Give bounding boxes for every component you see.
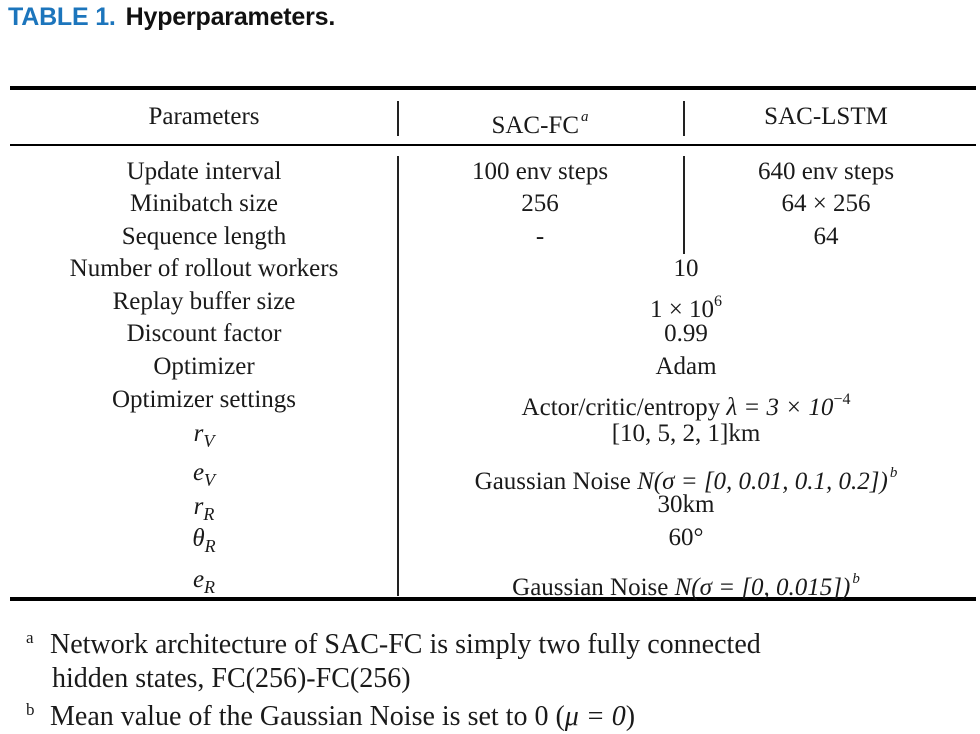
header-rule (10, 144, 976, 146)
value-sac-lstm: 640 env steps (757, 158, 895, 185)
param-optimizer-settings: Optimizer settings (112, 386, 296, 413)
value-sac-lstm: 64 × 256 (781, 190, 871, 217)
table-caption (8, 3, 335, 32)
value-sac-fc: - (535, 223, 545, 250)
body-separator-2 (683, 156, 685, 254)
top-rule (10, 86, 976, 90)
value-sac-lstm: 64 (813, 223, 839, 250)
footnote-b: b Mean value of the Gaussian Noise is set to 0 (μ = 0) (26, 700, 636, 732)
footnote-a: a Network architecture of SAC-FC is simply two fully connected hidden states, FC(256)-FC(256) (26, 628, 761, 694)
value-sac-fc: 256 (521, 190, 559, 217)
value-shared: 30km (657, 491, 715, 518)
value-shared: $1 \times 10^6$ (649, 293, 723, 323)
value-sac-fc: 100 env steps (471, 158, 609, 185)
param-r-r: $r_R$ (193, 493, 215, 524)
body-separator-1 (397, 156, 399, 596)
footnote-ref-b: b (889, 465, 898, 481)
value-shared: 60° (668, 524, 704, 551)
param-rollout-workers: Number of rollout workers (69, 255, 339, 282)
param-minibatch-size: Minibatch size (130, 190, 278, 217)
value-shared: Gaussian Noise N(σ = [0, 0.015]) $^b$ (512, 571, 860, 601)
table-number: TABLE 1. (8, 3, 116, 31)
value-shared: 10 (673, 255, 699, 282)
header-sac-fc: SAC-FC $^a$ (491, 109, 589, 139)
value-shared: 0.99 (664, 320, 708, 347)
header-sac-lstm: SAC-LSTM (764, 103, 888, 130)
value-shared: Gaussian Noise N(σ = [0, 0.01, 0.1, 0.2]) $^b$ (474, 465, 898, 495)
param-theta-r: $\theta_R$ (192, 525, 216, 556)
param-optimizer: Optimizer (153, 353, 255, 380)
param-sequence-length: Sequence length (121, 223, 287, 250)
header-separator-2 (683, 101, 685, 136)
param-e-r: $e_R$ (192, 566, 216, 597)
table-title: Hyperparameters. (125, 3, 336, 31)
param-update-interval: Update interval (126, 158, 282, 185)
param-r-v: $r_V$ (193, 420, 215, 451)
header-parameters: Parameters (148, 103, 260, 130)
param-discount-factor: Discount factor (126, 320, 282, 347)
value-shared: Actor/critic/entropy $\lambda = 3 \times 10^{-4}$ (521, 391, 851, 421)
param-replay-buffer-size: Replay buffer size (112, 288, 296, 315)
footnote-ref-a: a (581, 109, 589, 125)
value-shared: Adam (655, 353, 717, 380)
value-shared: [10, 5, 2, 1]km (611, 420, 761, 447)
header-separator-1 (397, 101, 399, 136)
footnote-ref-b: b (852, 571, 860, 587)
param-e-v: $e_V$ (192, 459, 216, 490)
